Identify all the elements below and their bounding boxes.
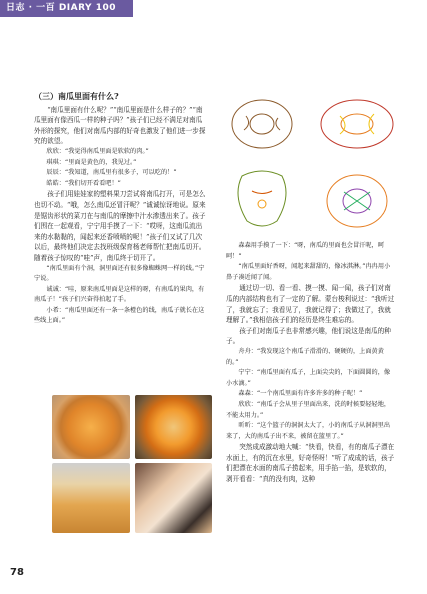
right-column (226, 241, 396, 485)
paragraph: 诚诚：“哇，原来南瓜里面是这样的呀，有南瓜的果肉，有南瓜子！”孩子们兴奋得拍起了手。 (34, 285, 205, 304)
paragraph: “南瓜里面好香呀，闻起来甜甜的，像冰淇淋。”冉冉用小鼻子凑近闻了闻。 (226, 263, 391, 281)
paragraph: 通过切一切、看一看、摸一摸、闻一闻，孩子们对南瓜的内部结构也有了一定的了解。蒙台梭利说过：“我听过了，我就忘了；我看见了，我就记得了；我做过了，我就理解了。”我相信孩子们的经历是终生难忘的。 (226, 284, 395, 325)
drawing-1 (232, 100, 292, 148)
paragraph: 欣欣：“我觉得南瓜里面是软软的肉。” (46, 147, 149, 155)
paragraph: “南瓜里面有个洞，洞里面还有很多像蜘蛛网一样的线。”宁宁说。 (34, 264, 205, 283)
paragraph: 琪琪：“里面是黄色的，我见过。” (46, 158, 137, 166)
paragraph: 小希：“南瓜里面还有一条一条橙色的线，南瓜子就长在这些线上面。” (34, 306, 205, 325)
paragraph: 舟舟：“我发现这个南瓜子滑滑的、硬硬的，上面黄黄的。” (226, 347, 384, 366)
page-number: 78 (10, 567, 24, 578)
drawing-3 (238, 171, 286, 226)
paragraph: 森森：“一个南瓜里面有许多许多的种子呢！” (238, 390, 363, 398)
paragraph: 孩子们用娃娃家的塑料果刀尝试将南瓜打开，可是怎么也切不动。“哦，怎么南瓜还冒汗呢？”诚诚惊讶地说。原来是锯齿形状的菜刀在与南瓜的摩擦中汁水渗透出来了。孩子们围在一起观看，宁宁用手摸了一下：“哎呀，这南瓜流出来的水黏黏的，闻起来还香喷喷的呢！”孩子们又试了几次以后，最终他们决定去找班级保育杨老师帮忙把南瓜切开。随着孩子惊叹的“哇”声，南瓜终于切开了。 (34, 190, 206, 262)
photo-pumpkin-cut-2 (135, 395, 212, 459)
paragraph: 宁宁：“南瓜里面有瓜子，上面尖尖的，下面圆圆的，像小水滴。” (226, 369, 391, 387)
drawing-4 (327, 175, 387, 227)
paragraph: 昕昕：“这个篮子的洞洞太大了，小的南瓜子从洞洞里出来了，大的南瓜子出不来，被留在篮里了。” (226, 422, 391, 440)
photo-pumpkin-cut-1 (52, 395, 130, 459)
pumpkin-drawings (222, 96, 408, 236)
left-column (34, 91, 206, 327)
right-body (226, 241, 396, 485)
drawing-2 (321, 100, 393, 148)
photo-children-looking (135, 463, 212, 533)
photo-pumpkin-seeds (52, 463, 130, 533)
paragraph: 突然成成激动地大喊：“快看，快看，有的南瓜子漂在水面上，有的沉在水里，好奇怪呀！”听了成成的话，孩子们把漂在水面的南瓜子捞起来，用手掐一掐，是软软的，剥开看看：“真的没有肉，这种 (226, 443, 395, 484)
paragraph: 森森用手摸了一下：“呀，南瓜的里面也会冒汗呢，呵呵！” (226, 242, 384, 260)
diary-header-banner: 日志 · 一百 DIARY 100 (0, 0, 133, 17)
section-title: （三）南瓜里面有什么? (34, 91, 119, 101)
left-body (34, 105, 206, 327)
paragraph: 孩子们对南瓜子也非常感兴趣，他们说这是南瓜的种子。 (226, 326, 391, 346)
paragraph: 皓皓：“我们切开看看吧！” (46, 179, 121, 187)
paragraph: 辰辰：“我知道，南瓜里有很多子，可以吃的！” (46, 169, 177, 177)
paragraph: 欣欣：“南瓜子会从里子里面出来，洗的时候要轻轻地，不能太用力。” (226, 400, 391, 419)
paragraph: “南瓜里面有什么呢？”“南瓜里面是什么样子的？”“南瓜里面有像西瓜一样的种子吗？”孩子们已经不满足对南瓜外形的探究，他们对南瓜内部的好奇也激发了他们进一步探究的欲望。 (34, 105, 206, 146)
